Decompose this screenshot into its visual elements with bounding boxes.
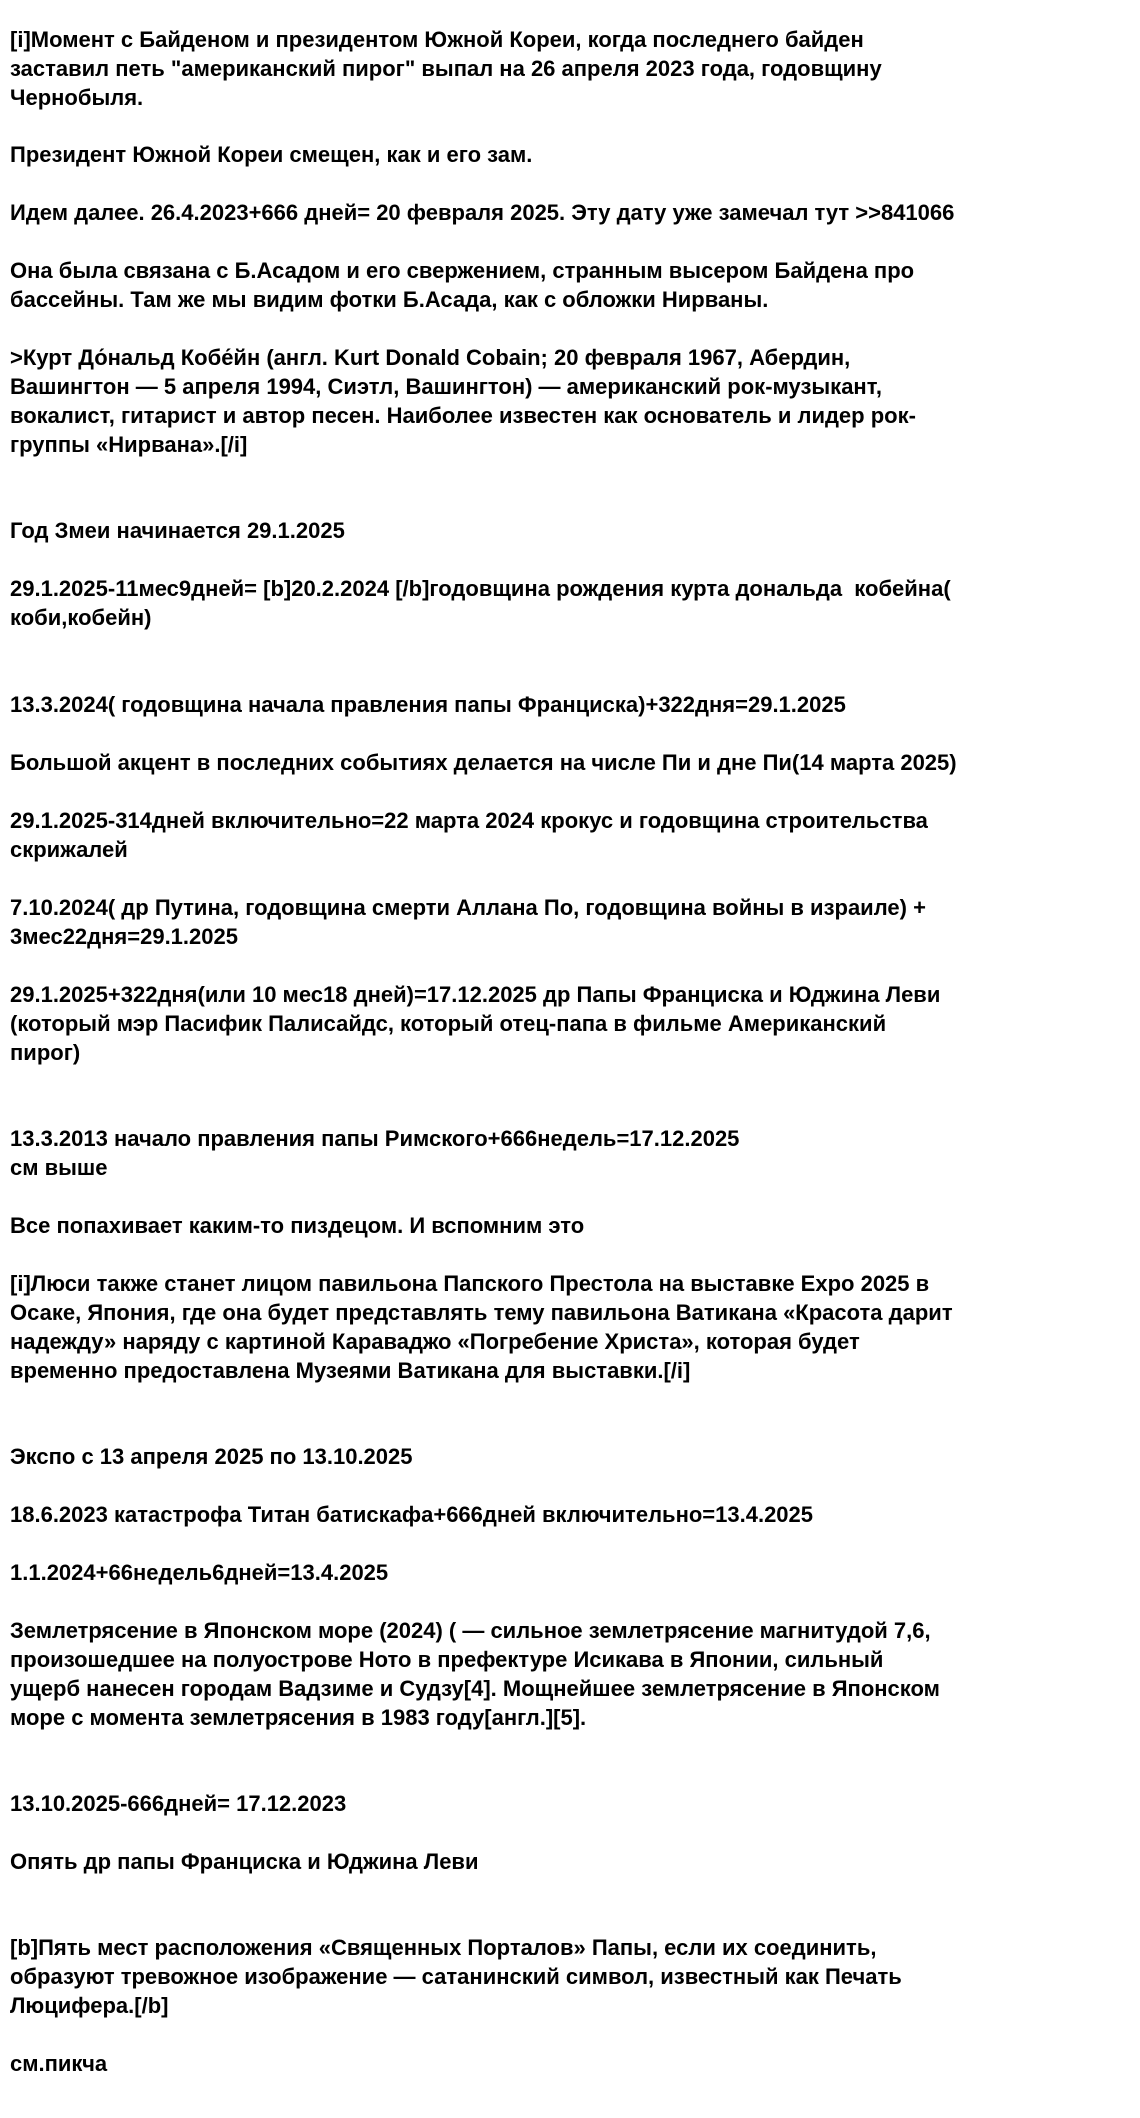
text-line: 7.10.2024( др Путина, годовщина смерти Аллана По, годовщина войны в израиле) +	[10, 895, 926, 920]
text-line: Идем далее. 26.4.2023+666 дней= 20 февраля 2025. Эту дату уже замечал тут >>841066	[10, 200, 955, 225]
text-line: 1.1.2024+66недель6дней=13.4.2025	[10, 1560, 389, 1585]
text-line: 29.1.2025-11мес9дней= [b]20.2.2024 [/b]годовщина рождения курта дональда кобейна(	[10, 576, 951, 601]
text-line: 29.1.2025+322дня(или 10 мес18 дней)=17.12.2025 др Папы Франциска и Юджина Леви	[10, 982, 941, 1007]
text-line: Год Змеи начинается 29.1.2025	[10, 518, 345, 543]
text-line: образуют тревожное изображение — сатанинский символ, известный как Печать	[10, 1964, 902, 1989]
text-line: Люцифера.[/b]	[10, 1993, 169, 2018]
text-line: временно предоставлена Музеями Ватикана для выставки.[/i]	[10, 1358, 691, 1383]
text-line: 13.3.2024( годовщина начала правления папы Франциска)+322дня=29.1.2025	[10, 692, 846, 717]
text-line: море с момента землетрясения в 1983 году[англ.][5].	[10, 1705, 587, 1730]
text-line: Осаке, Япония, где она будет представлять тему павильона Ватикана «Красота дарит	[10, 1300, 953, 1325]
text-line: Президент Южной Кореи смещен, как и его зам.	[10, 142, 533, 167]
text-line: (который мэр Пасифик Палисайдс, который отец-папа в фильме Американский	[10, 1011, 887, 1036]
text-line: Землетрясение в Японском море (2024) ( — сильное землетрясение магнитудой 7,6,	[10, 1618, 931, 1643]
text-line: 18.6.2023 катастрофа Титан батискафа+666дней включительно=13.4.2025	[10, 1502, 814, 1527]
text-line: 13.10.2025-666дней= 17.12.2023	[10, 1791, 347, 1816]
text-line: произошедшее на полуострове Ното в префектуре Исикава в Японии, сильный	[10, 1647, 884, 1672]
text-line: Вашингтон — 5 апреля 1994, Сиэтл, Вашингтон) — американский рок-музыкант,	[10, 374, 882, 399]
text-line: [i]Люси также станет лицом павильона Папского Престола на выставке Expo 2025 в	[10, 1271, 930, 1296]
text-line: см выше	[10, 1155, 108, 1180]
text-line: заставил петь "американский пирог" выпал на 26 апреля 2023 года, годовщину	[10, 56, 882, 81]
text-line: Экспо с 13 апреля 2025 по 13.10.2025	[10, 1444, 413, 1469]
text-line: Большой акцент в последних событиях делается на числе Пи и дне Пи(14 марта 2025)	[10, 750, 957, 775]
text-line: Она была связана с Б.Асадом и его свержением, странным высером Байдена про	[10, 258, 915, 283]
text-line: скрижалей	[10, 837, 128, 862]
text-line: пирог)	[10, 1040, 81, 1065]
text-line: надежду» наряду с картиной Караваджо «Погребение Христа», которая будет	[10, 1329, 860, 1354]
text-line: 3мес22дня=29.1.2025	[10, 924, 238, 949]
text-line: ущерб нанесен городам Вадзиме и Судзу[4]. Мощнейшее землетрясение в Японском	[10, 1676, 940, 1701]
text-line: Опять др папы Франциска и Юджина Леви	[10, 1849, 479, 1874]
text-line: [b]Пять мест расположения «Священных Порталов» Папы, если их соединить,	[10, 1935, 877, 1960]
text-line: [i]Момент с Байденом и президентом Южной Кореи, когда последнего байден	[10, 27, 864, 52]
text-line: см.пикча	[10, 2051, 108, 2076]
text-line: коби,кобейн)	[10, 605, 152, 630]
text-line: вокалист, гитарист и автор песен. Наиболее известен как основатель и лидер рок-	[10, 403, 916, 428]
text-line: >Курт До́нальд Кобе́йн (англ. Kurt Donald Cobain; 20 февраля 1967, Абердин,	[10, 345, 851, 370]
text-line: 29.1.2025-314дней включительно=22 марта 2024 крокус и годовщина строительства	[10, 808, 928, 833]
text-line: бассейны. Там же мы видим фотки Б.Асада, как с обложки Нирваны.	[10, 287, 769, 312]
text-line: Чернобыля.	[10, 85, 144, 110]
text-line: группы «Нирвана».[/i]	[10, 432, 248, 457]
text-line: Все попахивает каким-то пиздецом. И вспомним это	[10, 1213, 585, 1238]
text-line: 13.3.2013 начало правления папы Римского+666недель=17.12.2025	[10, 1126, 740, 1151]
